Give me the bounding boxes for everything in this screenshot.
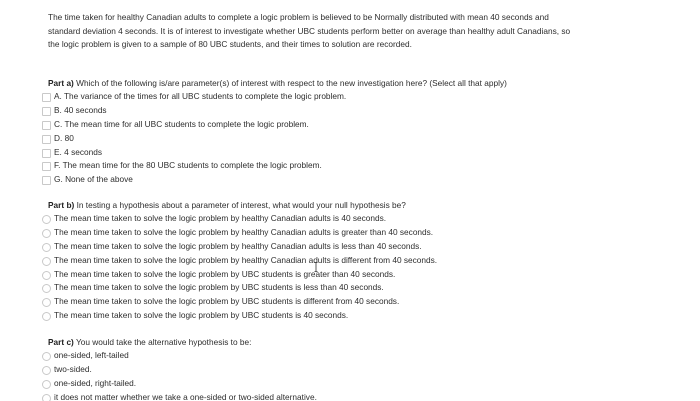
radio-button[interactable] <box>42 366 51 375</box>
radio-button[interactable] <box>42 312 51 321</box>
option-label: two-sided. <box>54 363 92 374</box>
radio-button[interactable] <box>42 257 51 266</box>
option-label: G. None of the above <box>54 174 133 185</box>
alt-option-2[interactable] <box>42 363 678 377</box>
option-label: The mean time taken to solve the logic problem by UBC students is 40 seconds. <box>54 310 349 321</box>
radio-button[interactable] <box>42 352 51 361</box>
option-label: one-sided, left-tailed <box>54 350 129 360</box>
null-option-8[interactable] <box>42 309 678 323</box>
part-a <box>48 77 678 187</box>
alt-option-4[interactable] <box>42 391 678 401</box>
part-c-question: You would take the alternative hypothesis to be: <box>73 337 252 347</box>
part-a-question: Which of the following is/are parameter(s) of interest with respect to the new investigation here? (Select all that apply) <box>73 78 507 88</box>
option-label: E. 4 seconds <box>54 146 102 157</box>
option-e[interactable] <box>42 146 678 160</box>
alt-option-3[interactable] <box>42 377 678 391</box>
checkbox[interactable] <box>42 176 51 185</box>
null-option-1[interactable] <box>42 212 678 226</box>
null-option-7[interactable] <box>42 295 678 309</box>
text-cursor-icon <box>314 262 318 272</box>
option-f[interactable] <box>42 159 678 173</box>
option-label: The mean time taken to solve the logic problem by healthy Canadian adults is 40 seconds. <box>54 213 387 223</box>
problem-statement-line: The time taken for healthy Canadian adults to complete a logic problem is believed to be Normally distributed with mean 40 seconds and <box>48 12 549 22</box>
part-a-prompt <box>48 77 678 90</box>
part-b-question: In testing a hypothesis about a parameter of interest, what would your null hypothesis be? <box>74 200 406 210</box>
checkbox[interactable] <box>42 135 51 144</box>
option-label: The mean time taken to solve the logic problem by healthy Canadian adults is greater than 40 seconds. <box>54 226 434 237</box>
problem-statement-line: the logic problem is given to a sample of 80 UBC students, and their times to solution are recorded. <box>48 39 412 50</box>
checkbox[interactable] <box>42 121 51 130</box>
radio-button[interactable] <box>42 394 51 401</box>
part-c-label: Part c) <box>48 337 74 347</box>
option-label: it does not matter whether we take a one-sided or two-sided alternative. <box>54 391 317 401</box>
radio-button[interactable] <box>42 215 51 224</box>
option-label: B. 40 seconds <box>54 104 107 115</box>
null-option-3[interactable] <box>42 240 678 254</box>
option-label: D. 80 <box>54 132 74 143</box>
radio-button[interactable] <box>42 243 51 252</box>
radio-button[interactable] <box>42 298 51 307</box>
option-g[interactable] <box>42 173 678 187</box>
option-a[interactable] <box>42 90 678 104</box>
checkbox[interactable] <box>42 93 51 102</box>
option-b[interactable] <box>42 104 678 118</box>
radio-button[interactable] <box>42 284 51 293</box>
option-label: one-sided, right-tailed. <box>54 377 137 388</box>
part-b-prompt <box>48 199 678 212</box>
option-c[interactable] <box>42 118 678 132</box>
alt-option-1[interactable] <box>42 349 678 363</box>
problem-statement-line: standard deviation 4 seconds. It is of interest to investigate whether UBC students perform better on average than healthy adult Canadians, so <box>48 25 571 36</box>
option-label: The mean time taken to solve the logic problem by UBC students is greater than 40 seconds. <box>54 268 396 279</box>
null-option-2[interactable] <box>42 226 678 240</box>
option-label: The mean time taken to solve the logic problem by healthy Canadian adults is less than 40 seconds. <box>54 240 422 251</box>
radio-button[interactable] <box>42 271 51 280</box>
radio-button[interactable] <box>42 380 51 389</box>
null-option-6[interactable] <box>42 281 678 295</box>
part-a-label: Part a) <box>48 78 74 88</box>
null-option-5[interactable] <box>42 268 678 282</box>
checkbox[interactable] <box>42 107 51 116</box>
option-label: The mean time taken to solve the logic problem by UBC students is less than 40 seconds. <box>54 282 384 293</box>
option-label: The mean time taken to solve the logic problem by UBC students is different from 40 seconds. <box>54 296 400 307</box>
option-label: C. The mean time for all UBC students to complete the logic problem. <box>54 118 309 129</box>
part-b <box>48 199 678 323</box>
option-label: F. The mean time for the 80 UBC students to complete the logic problem. <box>54 160 322 171</box>
option-label: The mean time taken to solve the logic problem by healthy Canadian adults is different from 40 seconds. <box>54 254 438 265</box>
checkbox[interactable] <box>42 149 51 158</box>
part-c-prompt <box>48 336 678 349</box>
option-label: A. The variance of the times for all UBC students to complete the logic problem. <box>54 91 347 101</box>
option-d[interactable] <box>42 132 678 146</box>
radio-button[interactable] <box>42 229 51 238</box>
checkbox[interactable] <box>42 162 51 171</box>
part-c <box>48 336 678 401</box>
part-b-label: Part b) <box>48 200 75 210</box>
null-option-4[interactable] <box>42 254 678 268</box>
problem-statement <box>48 11 668 52</box>
